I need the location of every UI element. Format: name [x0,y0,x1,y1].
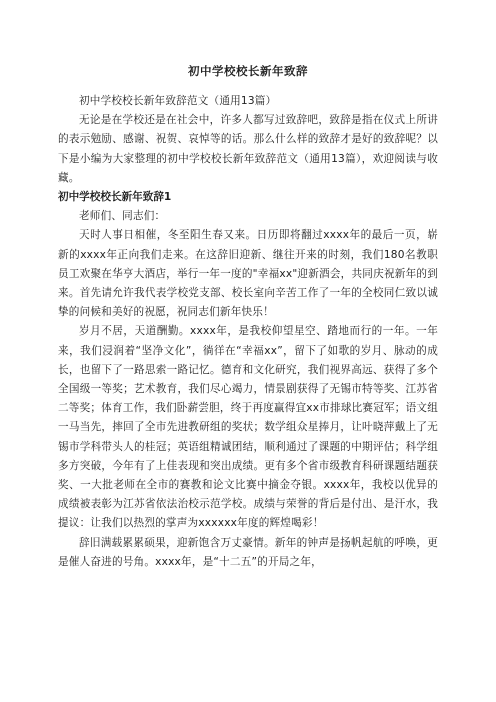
body-paragraph: 辞旧满载累累硕果，迎新饱含万丈豪情。新年的钟声是扬帆起航的呼唤，更是催人奋进的号角。xxxx年，是“十二五”的开局之年， [58,536,438,568]
document-title: 初中学校校长新年致辞 [188,64,308,78]
body-paragraph: 老师们、同志们： [79,210,166,223]
body-paragraph: 天时人事日相催，冬至阳生春又来。日历即将翻过xxxx年的最后一页，崭新的xxxx年正向我们走来。在这辞旧迎新、继往开来的时刻，我们180名教职员工欢聚在华亨大酒店，举行一年一度的"幸福xx"迎新酒会，共同庆祝新年的到来。首先请允许我代表学校党支部、校长室向辛苦工作了一年的全校同仁致以诚挚的问候和美好的祝愿，祝同志们新年快乐！ [58,229,438,319]
body-paragraph: 无论是在学校还是在社会中，许多人都写过致辞吧，致辞是指在仪式上所讲的表示勉励、感谢、祝贺、哀悼等的话。那么什么样的致辞才是好的致辞呢？以下是小编为大家整理的初中学校校长新年致辞范文（通用13篇），欢迎阅读与收藏。 [58,114,438,184]
body-paragraph: 初中学校校长新年致辞范文（通用13篇） [79,95,277,107]
section-heading: 初中学校校长新年致辞1 [58,191,172,204]
document-body [58,92,438,572]
body-paragraph: 岁月不居，天道酬勤。xxxx年，是我校仰望星空、踏地而行的一年。一年来，我们浸润着“坚净文化”，徜徉在“幸福xx”，留下了如歌的岁月、脉动的成长，也留下了一路思索一路记忆。德育和文化研究，我们视界高远、获得了多个全国级一等奖；艺术教育，我们尽心竭力，情景剧获得了无锡市特等奖、江苏省二等奖；体育工作，我们卧薪尝胆，终于再度赢得宜xx市排球比赛冠军；语文组一马当先，摔回了全市先进教研组的奖状；数学组众星捧月，让叶晓萍戴上了无锡市学科带头人的桂冠；英语组精诚团结，顺利通过了课题的中期评估；科学组多方突破，今年有了上佳表现和突出成绩。更有多个省市级教育科研课题结题获奖、一大批老师在全市的赛教和论文比赛中摘金夺银。xxxx年，我校以优异的成绩被表彰为江苏省依法治校示范学校。成绩与荣誉的背后是付出、是汗水，我提议：让我们以热烈的掌声为xxxxxx年度的辉煌喝彩！ [58,325,438,530]
